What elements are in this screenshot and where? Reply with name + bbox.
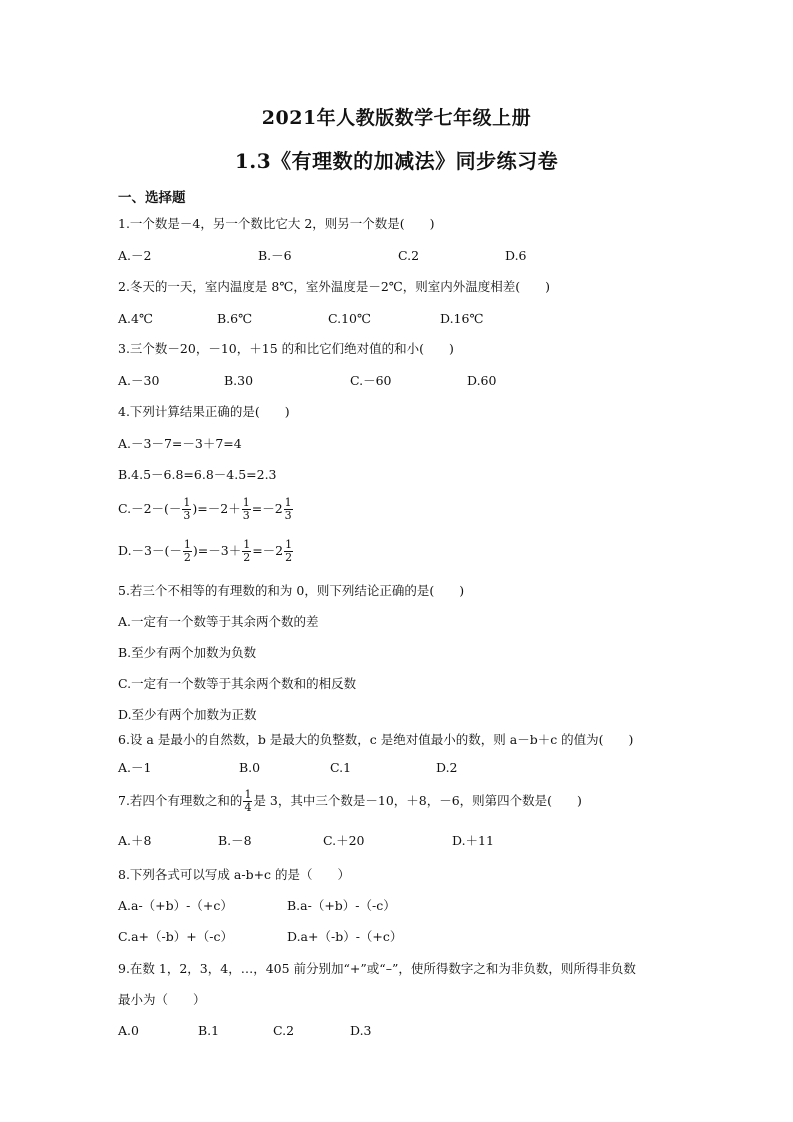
- question-2-option-d: D.16℃: [440, 311, 484, 326]
- fraction-denominator: 3: [242, 509, 250, 522]
- question-8-option-d: D.a+（-b）-（+c）: [287, 929, 403, 944]
- question-5-option-c: C.一定有一个数等于其余两个数和的相反数: [118, 676, 357, 691]
- question-8-stem: 8.下列各式可以写成 a-b+c 的是（ ）: [118, 867, 351, 882]
- option-c-text-2: )=－2＋: [192, 501, 241, 516]
- fraction-denominator: 4: [244, 801, 252, 814]
- option-c-text-1: C.－2－(－: [118, 501, 182, 516]
- question-7-stem-start: 7.若四个有理数之和的: [118, 793, 243, 808]
- document-subtitle: 1.3《有理数的加减法》同步练习卷: [234, 149, 559, 173]
- question-8-option-b: B.a-（+b）-（-c）: [287, 898, 396, 913]
- question-6-stem: 6.设 a 是最小的自然数，b 是最大的负整数，c 是绝对值最小的数，则 a－b＋c 的值为( ): [118, 732, 634, 747]
- fraction-denominator: 3: [284, 509, 292, 522]
- fraction-denominator: 2: [285, 551, 293, 564]
- question-8-option-c: C.a+（-b）+（-c）: [118, 929, 233, 944]
- question-2-stem: 2.冬天的一天，室内温度是 8℃，室外温度是－2℃，则室内外温度相差( ): [118, 279, 551, 294]
- question-3-stem: 3.三个数－20，－10，＋15 的和比它们绝对值的和小( ): [118, 341, 454, 356]
- question-4-stem: 4.下列计算结果正确的是( ): [118, 404, 290, 419]
- question-4-option-a: A.－3－7=－3＋7=4: [118, 436, 242, 451]
- fraction-numerator: 1: [244, 788, 252, 801]
- fraction-numerator: 1: [183, 538, 191, 551]
- section-heading: 一、选择题: [118, 190, 186, 206]
- question-8-option-a: A.a-（+b）-（+c）: [118, 898, 233, 913]
- question-1-stem: 1.一个数是－4，另一个数比它大 2，则另一个数是( ): [118, 216, 435, 231]
- fraction: [284, 539, 293, 564]
- question-4-option-b: B.4.5－6.8=6.8－4.5=2.3: [118, 467, 277, 482]
- question-7-option-c: C.＋20: [323, 833, 365, 848]
- question-4-option-c: [118, 496, 294, 522]
- question-2-option-b: B.6℃: [217, 311, 253, 326]
- fraction: [243, 789, 252, 814]
- question-7-option-d: D.＋11: [452, 833, 494, 848]
- question-5-stem: 5.若三个不相等的有理数的和为 0，则下列结论正确的是( ): [118, 583, 465, 598]
- question-2-option-a: A.4℃: [118, 311, 153, 326]
- question-9-option-c: C.2: [273, 1023, 295, 1038]
- question-5-option-b: B.至少有两个加数为负数: [118, 645, 257, 660]
- fraction: [182, 497, 191, 522]
- question-1-option-c: C.2: [398, 248, 420, 263]
- document-title: 2021年人教版数学七年级上册: [261, 107, 532, 129]
- question-9-option-b: B.1: [198, 1023, 220, 1038]
- question-4-option-d: [118, 538, 294, 564]
- question-3-option-d: D.60: [467, 373, 497, 388]
- fraction-numerator: 1: [183, 496, 191, 509]
- fraction-numerator: 1: [284, 496, 292, 509]
- fraction-numerator: 1: [243, 538, 251, 551]
- question-6-option-b: B.0: [239, 760, 261, 775]
- option-d-text-3: =－2: [252, 543, 284, 558]
- fraction-numerator: 1: [285, 538, 293, 551]
- option-c-text-3: =－2: [251, 501, 283, 516]
- question-7-option-a: A.＋8: [118, 833, 152, 848]
- question-7-option-b: B.－8: [218, 833, 252, 848]
- fraction-denominator: 2: [183, 551, 191, 564]
- question-3-option-b: B.30: [224, 373, 254, 388]
- question-9-stem-line-1: 9.在数 1，2，3，4，…，405 前分别加“+”或“–”，使所得数字之和为非负数，则所得非负数: [118, 961, 636, 976]
- question-3-option-c: C.－60: [350, 373, 392, 388]
- question-3-option-a: A.－30: [118, 373, 160, 388]
- fraction: [242, 539, 251, 564]
- question-2-option-c: C.10℃: [328, 311, 371, 326]
- question-9-option-a: A.0: [118, 1023, 139, 1038]
- option-d-text-2: )=－3＋: [192, 543, 242, 558]
- question-9-option-d: D.3: [350, 1023, 372, 1038]
- question-1-option-b: B.－6: [258, 248, 292, 263]
- fraction: [284, 497, 293, 522]
- option-d-text-1: D.－3－(－: [118, 543, 182, 558]
- question-5-option-d: D.至少有两个加数为正数: [118, 707, 257, 722]
- question-6-option-c: C.1: [330, 760, 352, 775]
- fraction-numerator: 1: [242, 496, 250, 509]
- question-1-option-a: A.－2: [118, 248, 152, 263]
- fraction-denominator: 2: [243, 551, 251, 564]
- fraction: [242, 497, 251, 522]
- question-7-stem: [118, 788, 582, 814]
- question-5-option-a: A.一定有一个数等于其余两个数的差: [118, 614, 319, 629]
- question-6-option-a: A.－1: [118, 760, 152, 775]
- question-6-option-d: D.2: [436, 760, 458, 775]
- fraction: [183, 539, 192, 564]
- question-9-stem-line-2: 最小为（ ）: [118, 992, 206, 1007]
- fraction-denominator: 3: [183, 509, 191, 522]
- question-1-option-d: D.6: [505, 248, 527, 263]
- question-7-stem-end: 是 3，其中三个数是－10，＋8，－6，则第四个数是( ): [253, 793, 582, 808]
